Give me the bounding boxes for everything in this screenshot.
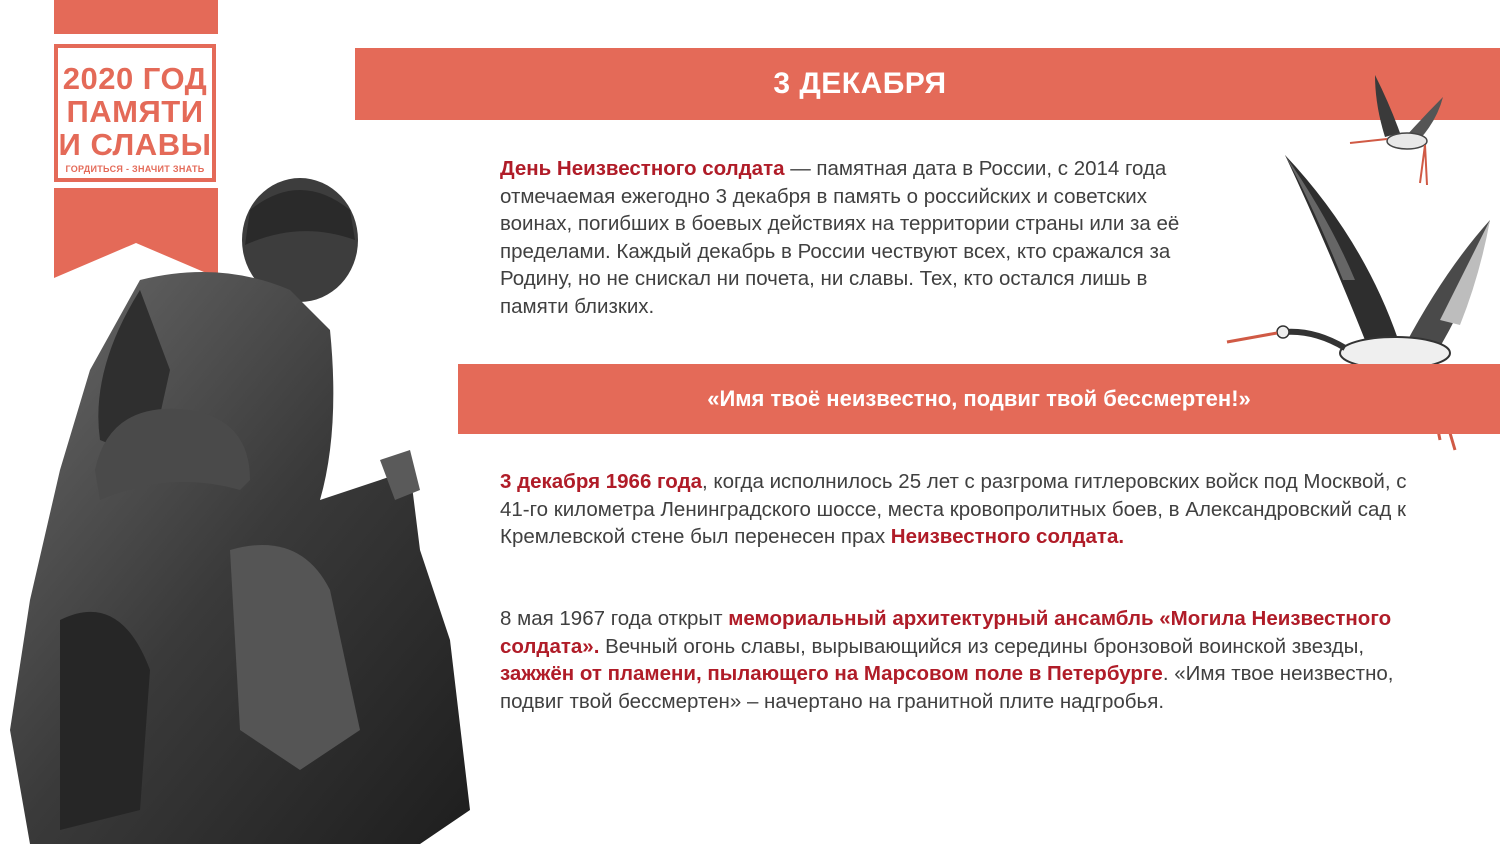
history-text: , когда исполнилось 25 лет с разгрома гитлеровских войск под Москвой, с 41-го километра Ленинградского шоссе, места кровопролитных боев, в Александровский сад к Кремлевской стене был перенесен прах — [500, 470, 1407, 548]
history-date-highlight: 3 декабря 1966 года — [500, 470, 702, 493]
memorial-text-1: 8 мая 1967 года открыт — [500, 607, 729, 630]
logo-tagline: ГОРДИТЬСЯ - ЗНАЧИТ ЗНАТЬ — [65, 164, 205, 174]
history-paragraph — [500, 468, 1440, 551]
intro-text: — памятная дата в России, с 2014 года отмечаемая ежегодно 3 декабря в память о российских и советских воинах, погибших в боевых действиях на территории страны или за её пределами. Каждый декабрь в России чествуют всех, кто сражался за Родину, но не снискал ни почета, ни славы. Тех, кто остался лишь в памяти близких. — [500, 157, 1180, 318]
quote-bar — [458, 364, 1500, 434]
memorial-text-2: Вечный огонь славы, вырывающийся из середины бронзовой воинской звезды, — [599, 634, 1365, 658]
logo-line-2: ПАМЯТИ — [66, 94, 204, 129]
soldier-statue-image — [0, 170, 480, 844]
year-logo — [54, 44, 216, 182]
memorial-flame-highlight: зажжён от пламени, пылающего на Марсовом поле в Петербурге — [500, 662, 1163, 685]
memorial-ensemble-highlight: мемориальный архитектурный ансамбль «Могила Неизвестного солдата». — [500, 607, 1392, 658]
memorial-text-3: . «Имя твое неизвестно, подвиг твой бессмертен» – начертано на гранитной плите надгробья. — [500, 662, 1394, 713]
memorial-paragraph — [500, 605, 1440, 715]
quote-text: «Имя твоё неизвестно, подвиг твой бессмертен!» — [707, 386, 1251, 411]
logo-ribbon-top — [54, 0, 218, 34]
intro-paragraph — [500, 155, 1220, 320]
history-soldier-highlight: Неизвестного солдата. — [890, 525, 1125, 548]
logo-line-3: И СЛАВЫ — [58, 127, 212, 162]
intro-highlight: День Неизвестного солдата — [500, 157, 785, 180]
logo-line-1: 2020 ГОД — [62, 61, 208, 96]
date-title: 3 ДЕКАБРЯ — [773, 67, 947, 100]
date-header-bar — [355, 48, 1500, 120]
